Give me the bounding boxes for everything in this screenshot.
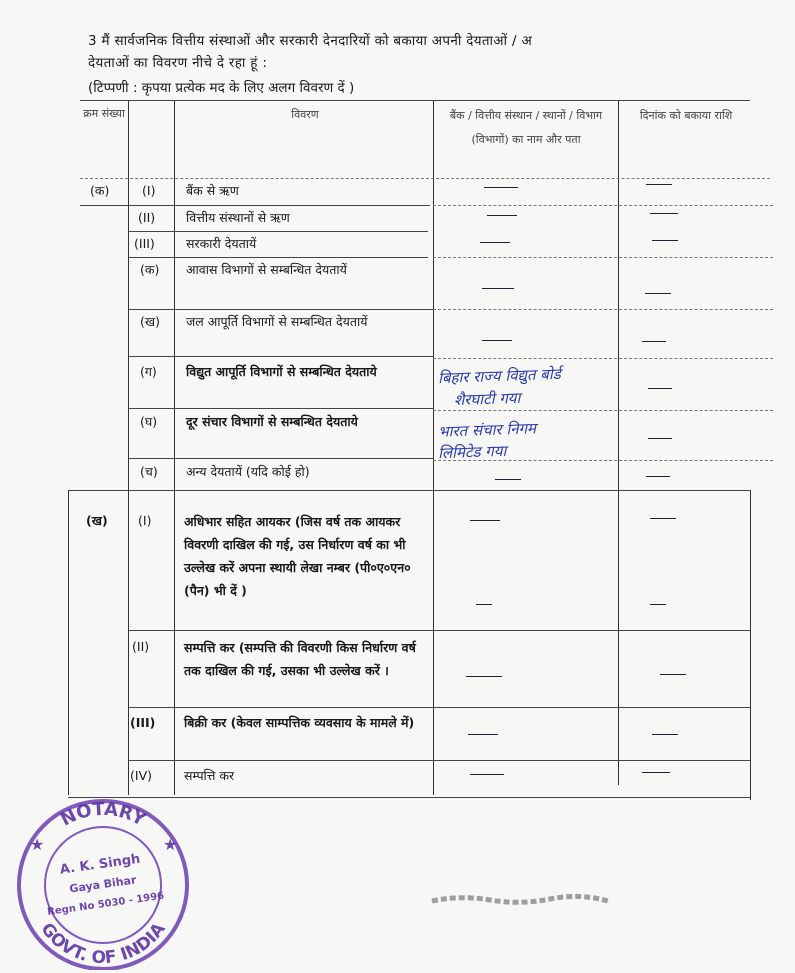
svg-text:★: ★ — [30, 835, 45, 854]
row-sub-label: (II) — [132, 639, 150, 654]
header-details: विवरण — [291, 108, 319, 121]
nil-dash — [470, 774, 504, 775]
nil-dash — [482, 288, 514, 289]
header-sno: क्रम संख्या — [83, 107, 125, 120]
row-text: सरकारी देयतायें — [186, 236, 257, 251]
nil-dash — [470, 520, 500, 521]
svg-text:NOTARY: NOTARY — [57, 798, 149, 831]
nil-dash — [642, 341, 666, 342]
row-sub-label: (III) — [130, 715, 156, 730]
nil-dash — [646, 476, 670, 477]
ink-smear — [430, 893, 610, 907]
intro-line-1: 3 मैं सार्वजनिक वित्तीय संस्थाओं और सरकारी देनदारियों को बकाया अपनी देयताओं / अ — [88, 33, 533, 49]
nil-dash — [650, 518, 676, 519]
row-text: आवास विभागों से सम्बन्धित देयतायें — [186, 262, 347, 277]
nil-dash — [476, 604, 492, 605]
row-sub-label: (ग) — [140, 364, 157, 379]
nil-dash — [468, 734, 498, 735]
nil-dash — [652, 734, 678, 735]
nil-dash — [480, 242, 510, 243]
note-text: (टिप्पणी : कृपया प्रत्येक मद के लिए अलग विवरण दें ) — [88, 80, 355, 96]
row-text: बैंक से ऋण — [186, 183, 239, 198]
row-text: जल आपूर्ति विभागों से सम्बन्धित देयतायें — [186, 314, 368, 329]
row-group-label: (क) — [90, 183, 110, 198]
row-text: सम्पत्ति कर (सम्पत्ति की विवरणी किस निर्धारण वर्ष तक दाखिल की गई, उसका भी उल्लेख करें । — [184, 640, 416, 678]
row-text: विद्युत आपूर्ति विभागों से सम्बन्धित देयताये — [186, 364, 377, 379]
header-date: दिनांक को बकाया राशि — [639, 109, 733, 122]
row-sub-label: (I) — [142, 183, 156, 198]
row-sub-label: (IV) — [130, 768, 152, 783]
row-sub-label: (घ) — [140, 414, 158, 429]
handwritten-telecom-line-2: लिमिटेड गया — [437, 441, 507, 463]
handwritten-telecom-line-1: भारत संचार निगम — [437, 419, 537, 441]
nil-dash — [495, 479, 521, 480]
nil-dash — [646, 184, 672, 185]
nil-dash — [466, 676, 502, 677]
row-text: अधिभार सहित आयकर (जिस वर्ष तक आयकर विवरणी दाखिल की गई, उस निर्धारण वर्ष का भी उल्लेख करें अपना स्थायी लेखा नम्बर (पी०ए०एन० (पैन) भी दें ) — [184, 514, 411, 598]
nil-dash — [652, 240, 678, 241]
nil-dash — [642, 772, 670, 773]
row-sub-label: (च) — [140, 464, 158, 479]
row-text: अन्य देयतायें (यदि कोई हो) — [186, 464, 310, 479]
nil-dash — [484, 187, 518, 188]
row-text: बिक्री कर (केवल साम्पत्तिक व्यवसाय के मामले में) — [184, 715, 415, 730]
notary-stamp-icon — [8, 790, 198, 970]
nil-dash — [648, 388, 672, 389]
nil-dash — [487, 215, 517, 216]
nil-dash — [650, 213, 678, 214]
intro-line-2: देयताओं का विवरण नीचे दे रहा हूं : — [88, 55, 268, 71]
svg-text:A. K. Singh: A. K. Singh — [59, 851, 142, 878]
handwritten-electricity-line-1: बिहार राज्य विद्युत बोर्ड — [437, 364, 562, 388]
row-text: वित्तीय संस्थानों से ऋण — [186, 210, 290, 225]
nil-dash — [482, 340, 512, 341]
header-bank: बैंक / वित्तीय संस्थान / स्थानों / विभाग (विभागों) का नाम और पता — [449, 109, 603, 146]
svg-text:★: ★ — [163, 835, 178, 854]
row-sub-label: (क) — [140, 262, 160, 277]
svg-text:Gaya Bihar: Gaya Bihar — [68, 873, 138, 896]
svg-text:GOVT. OF INDIA: GOVT. OF INDIA — [36, 919, 170, 969]
row-text: सम्पत्ति कर — [184, 768, 235, 783]
handwritten-electricity-line-2: शैरघाटी गया — [453, 388, 521, 410]
svg-text:Regn No 5030 - 1996: Regn No 5030 - 1996 — [46, 890, 165, 918]
nil-dash — [660, 674, 686, 675]
nil-dash — [645, 293, 671, 294]
row-sub-label: (II) — [138, 210, 156, 225]
row-text: दूर संचार विभागों से सम्बन्धित देयताये — [186, 414, 358, 429]
row-group-label: (ख) — [86, 513, 108, 528]
row-sub-label: (III) — [134, 236, 155, 251]
nil-dash — [650, 604, 666, 605]
row-sub-label: (ख) — [140, 314, 160, 329]
nil-dash — [648, 438, 672, 439]
row-sub-label: (I) — [138, 513, 152, 528]
